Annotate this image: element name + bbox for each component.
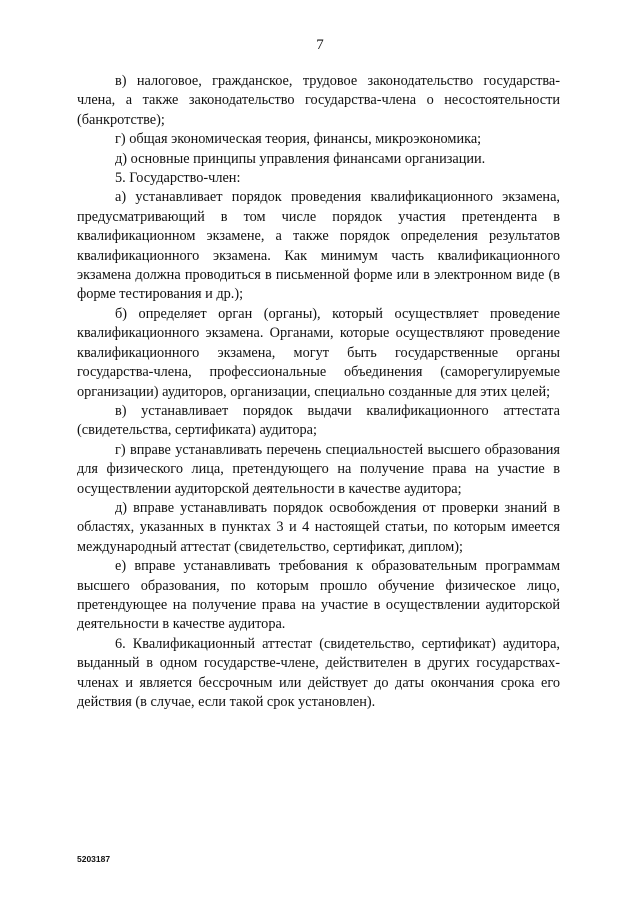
paragraph-5-member-state: 5. Государство-член: [115, 170, 241, 187]
paragraph-5d-exemption-procedure: д) вправе устанавливать порядок освобождения от проверки знаний в областях, указанных в пунктах 3 и 4 настоящей статьи, по которым имеется международный аттестат (свидетельство, сертификат, диплом); [77, 499, 560, 555]
paragraph-6-certificate-validity: 6. Квалификационный аттестат (свидетельство, сертификат) аудитора, выданный в одном государстве-члене, действителен в других государствах-членах и является бессрочным или действует до даты окончания срока его действия (в случае, если такой срок установлен). [77, 635, 560, 710]
paragraph-5g-specialties-list: г) вправе устанавливать перечень специальностей высшего образования для физического лица, претендующего на получение права на участие в осуществлении аудиторской деятельности в качестве аудитора; [77, 441, 560, 497]
paragraph-5e-education-requirements: е) вправе устанавливать требования к образовательным программам высшего образования, по которым прошло обучение физическое лицо, претендующее на получение права на участие в осуществлении аудиторской деятельности в качестве аудитора. [77, 558, 560, 633]
paragraph-3v-tax-legislation: в) налоговое, гражданское, трудовое законодательство государства-члена, а также законодательство государства-члена о несостоятельности (банкротстве); [77, 73, 560, 128]
paragraph-5v-certificate-issuance: в) устанавливает порядок выдачи квалификационного аттестата (свидетельства, сертификата) аудитора; [77, 402, 560, 439]
document-code: 5203187 [77, 854, 111, 864]
document-body [77, 72, 560, 712]
page-number: 7 [316, 37, 324, 53]
paragraph-3d-financial-management: д) основные принципы управления финансами организации. [115, 150, 486, 167]
paragraph-5a-exam-procedure: а) устанавливает порядок проведения квалификационного экзамена, предусматривающий в том числе порядок участия претендента в квалификационном экзамене, а также порядок определения результатов квалификационного экзамена. Как минимум часть квалификационного экзамена должна проводиться в письменной форме или в электронном виде (в форме тестирования и др.); [77, 189, 560, 303]
paragraph-5b-exam-body: б) определяет орган (органы), который осуществляет проведение квалификационного экзамена. Органами, которые осуществляют проведение квалификационного экзамена, могут быть государственные органы государства-члена, профессиональные объединения (саморегулируемые организации) аудиторов, организации, специально созданные для этих целей; [77, 305, 560, 400]
paragraph-3g-economic-theory: г) общая экономическая теория, финансы, микроэкономика; [115, 131, 482, 148]
